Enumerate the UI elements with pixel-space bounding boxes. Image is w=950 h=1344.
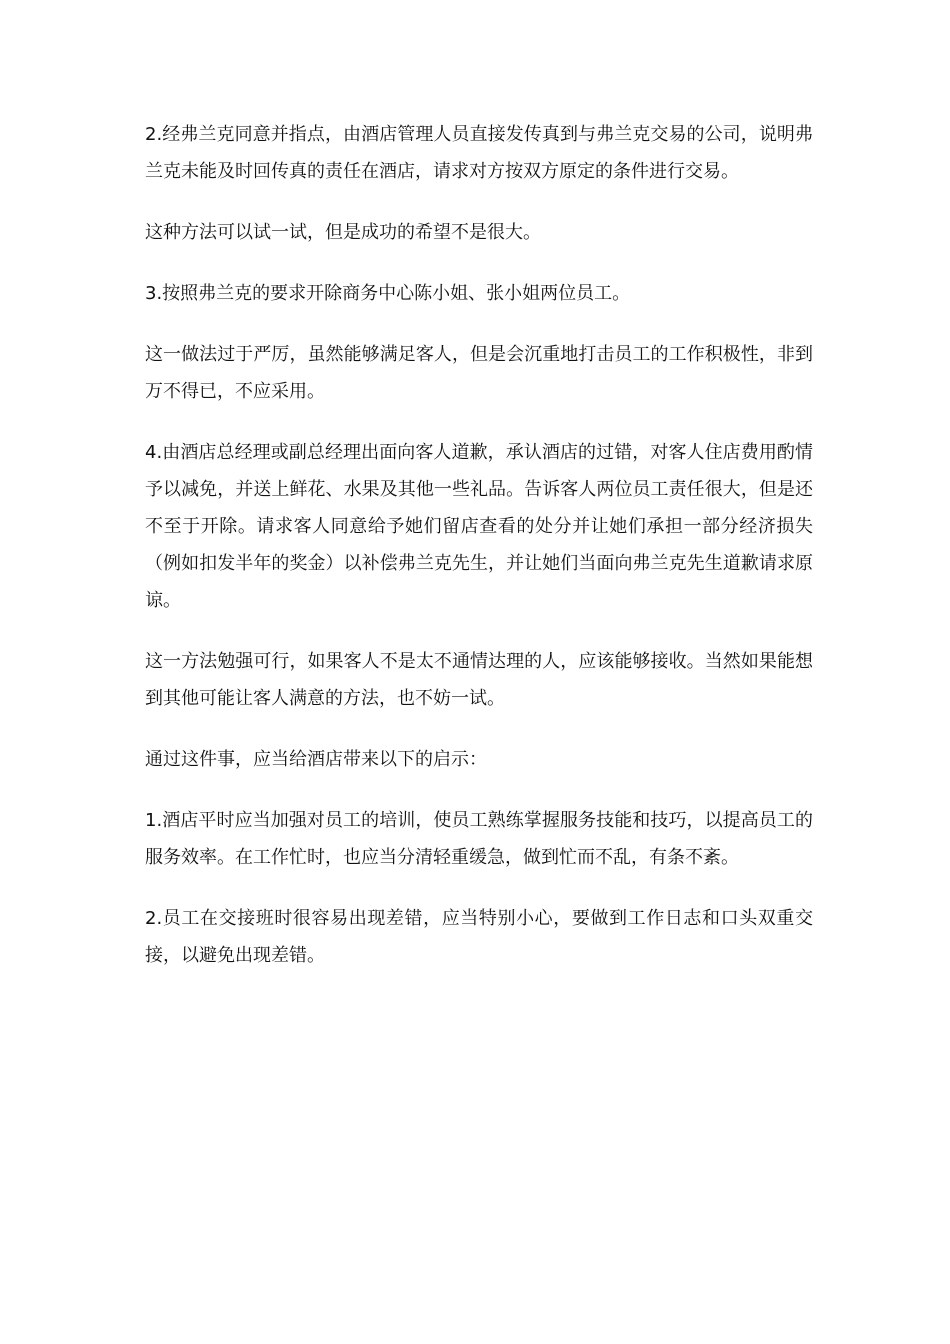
paragraph-comment-3: 这一做法过于严厉，虽然能够满足客人，但是会沉重地打击员工的工作积极性，非到万不得已，不应采用。 [145, 344, 813, 402]
paragraph-option-4: 4.由酒店总经理或副总经理出面向客人道歉，承认酒店的过错，对客人住店费用酌情予以减免，并送上鲜花、水果及其他一些礼品。告诉客人两位员工责任很大，但是还不至于开除。请求客人同意给予她们留店查看的处分并让她们承担一部分经济损失（例如扣发半年的奖金）以补偿弗兰克先生，并让她们当面向弗兰克先生道歉请求原谅。 [145, 442, 813, 611]
paragraph-option-2: 2.经弗兰克同意并指点，由酒店管理人员直接发传真到与弗兰克交易的公司，说明弗兰克未能及时回传真的责任在酒店，请求对方按双方原定的条件进行交易。 [145, 124, 813, 182]
paragraph-option-3: 3.按照弗兰克的要求开除商务中心陈小姐、张小姐两位员工。 [145, 283, 631, 304]
paragraph-lesson-2: 2.员工在交接班时很容易出现差错，应当特别小心，要做到工作日志和口头双重交接，以避免出现差错。 [145, 908, 813, 966]
paragraph-lessons-intro: 通过这件事，应当给酒店带来以下的启示： [145, 749, 487, 770]
paragraph-lesson-1: 1.酒店平时应当加强对员工的培训，使员工熟练掌握服务技能和技巧，以提高员工的服务效率。在工作忙时，也应当分清轻重缓急，做到忙而不乱，有条不紊。 [145, 810, 813, 868]
paragraph-comment-4: 这一方法勉强可行，如果客人不是太不通情达理的人，应该能够接收。当然如果能想到其他可能让客人满意的方法，也不妨一试。 [145, 651, 813, 709]
document-body [145, 116, 813, 998]
paragraph-comment-2: 这种方法可以试一试，但是成功的希望不是很大。 [145, 222, 541, 243]
